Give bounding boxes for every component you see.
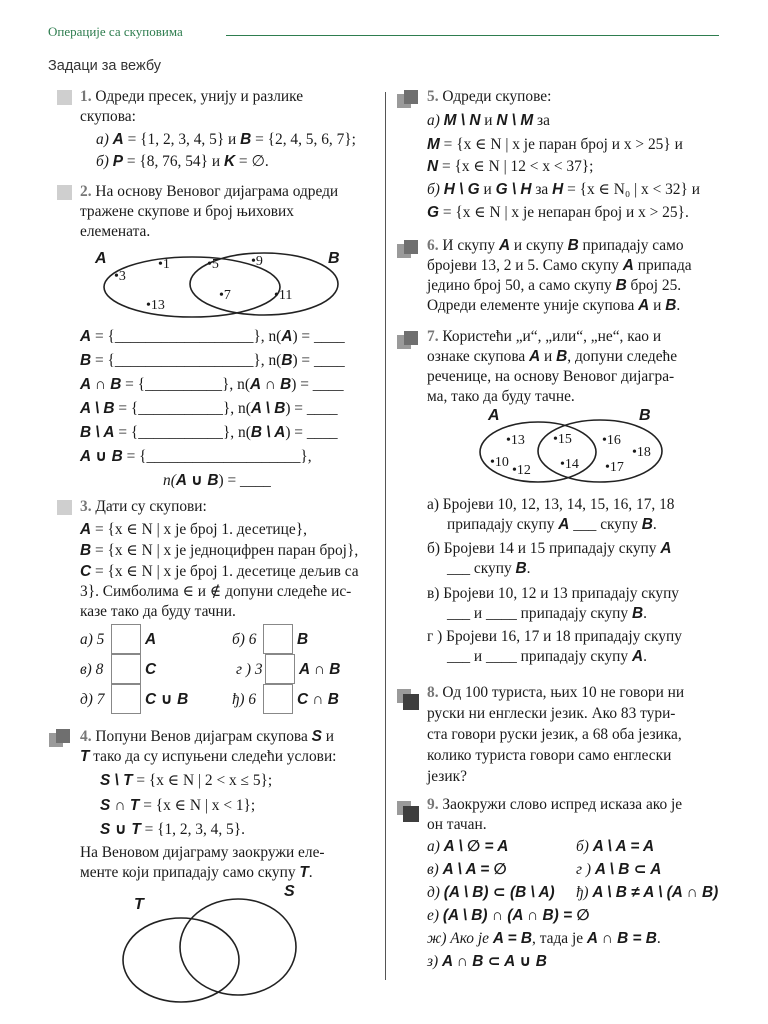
task6-line3: једино број 50, а само скупу B број 25.	[427, 277, 682, 294]
task3-item-set: C ∪ B	[145, 691, 189, 708]
task6-line1: 6. И скупу A и скупу B припадају само	[427, 237, 684, 254]
venn-element: •17	[605, 460, 624, 475]
venn-element: •10	[490, 455, 509, 470]
venn-label-b: B	[328, 250, 340, 267]
venn-set-t	[123, 918, 239, 1002]
venn-element: •7	[219, 288, 231, 303]
venn-label-t: T	[134, 896, 144, 913]
task8-line4: колико туриста говори само енглески	[427, 747, 672, 764]
task3-item-label: г ) 3	[236, 661, 263, 678]
task7-line4: ма, тако да буду тачне.	[427, 388, 575, 405]
task1-line2: скупова:	[80, 108, 136, 125]
venn-element: •16	[602, 433, 621, 448]
venn-element: •3	[114, 269, 126, 284]
task4-line6: На Веновом дијаграму заокружи еле-	[80, 844, 325, 861]
task-marker	[404, 240, 418, 254]
venn-set-s	[180, 899, 296, 995]
task9-statement[interactable]: д) (A \ B) ⊂ (B \ A)	[427, 884, 555, 901]
task7-line2: ознаке скупова A и B, допуни следеће	[427, 348, 678, 365]
task2-answer-3: A ∩ B = {__________}, n(A ∩ B) = ____	[80, 376, 344, 393]
task3-item-label: а) 5	[80, 631, 105, 648]
venn-element: •18	[632, 445, 651, 460]
task9-statement[interactable]: ђ) A \ B ≠ A \ (A ∩ B)	[576, 884, 719, 901]
section-title: Задаци за вежбу	[48, 58, 162, 74]
task5-item-b: б) H \ G и G \ H за H = {x ∈ N₀ | x < 32} и	[427, 181, 700, 198]
answer-box[interactable]	[111, 684, 141, 714]
task3-item-label: б) 6	[232, 631, 257, 648]
task7-sentence-b: б) Бројеви 14 и 15 припадају скупу A	[427, 540, 672, 557]
answer-box[interactable]	[111, 624, 141, 654]
task9-statement[interactable]: е) (A \ B) ∩ (A ∩ B) = ∅	[427, 907, 590, 924]
task3-item-set: A ∩ B	[299, 661, 341, 678]
task7-line1: 7. Користећи „и“, „или“, „не“, као и	[427, 328, 662, 345]
task9-statement[interactable]: з) A ∩ B ⊂ A ∪ B	[427, 953, 547, 970]
task3-set-a: A = {x ∈ N | x је број 1. десетице},	[80, 521, 307, 538]
task8-line3: ста говори руски језик, а 68 оба језика,	[427, 726, 682, 743]
task-marker	[57, 90, 72, 105]
task5-item-a: а) M \ N и N \ M за	[427, 112, 550, 129]
task9-statement[interactable]: в) A \ A = ∅	[427, 861, 507, 878]
venn-element: •15	[553, 432, 572, 447]
task3-item-set: B	[297, 631, 309, 648]
task9-statement[interactable]: б) A \ A = A	[576, 838, 655, 855]
column-divider	[385, 92, 386, 980]
venn-label-a: A	[488, 407, 500, 424]
task8-line2: руски ни енглески језик. Ако 83 тури-	[427, 705, 676, 722]
task2-line2: тражене скупове и број њихових	[80, 203, 294, 220]
venn-label-s: S	[284, 883, 295, 900]
task-marker	[403, 694, 419, 710]
task1-item-b: б) P = {8, 76, 54} и K = ∅.	[96, 153, 269, 170]
answer-box[interactable]	[263, 624, 293, 654]
task5-set-g: G = {x ∈ N | x је непаран број и x > 25}.	[427, 204, 689, 221]
task3-item-label: ђ) 6	[232, 691, 257, 708]
venn-element: •13	[146, 298, 165, 313]
task3-line6: казе тако да буду тачни.	[80, 603, 236, 620]
task7-sentence-b2: ___ скупу B.	[447, 560, 531, 577]
task-marker	[57, 500, 72, 515]
task3-item-label: д) 7	[80, 691, 105, 708]
venn-diagram-task2	[92, 245, 382, 330]
task3-set-c: C = {x ∈ N | x је број 1. десетице дељив са	[80, 563, 359, 580]
task4-line2: T тако да су испуњени следећи услови:	[80, 748, 337, 765]
task7-sentence-a: а) Бројеви 10, 12, 13, 14, 15, 16, 17, 18	[427, 496, 675, 513]
task-marker	[403, 806, 419, 822]
task1-item-a: а) A = {1, 2, 3, 4, 5} и B = {2, 4, 5, 6, 7};	[96, 131, 356, 148]
task7-sentence-c: в) Бројеви 10, 12 и 13 припадају скупу	[427, 585, 680, 602]
venn-label-a: A	[95, 250, 107, 267]
answer-box[interactable]	[263, 684, 293, 714]
venn-element: •12	[512, 463, 531, 478]
task2-answer-4: A \ B = {___________}, n(A \ B) = ____	[80, 400, 338, 417]
task2-line3: елемената.	[80, 223, 151, 240]
task-marker	[404, 331, 418, 345]
task3-item-set: C	[145, 661, 157, 678]
task3-item-set: A	[145, 631, 157, 648]
task2-answer-1: A = {__________________}, n(A) = ____	[80, 328, 345, 345]
venn-diagram-task4	[118, 882, 328, 992]
task3-line5: 3}. Симболима ∈ и ∉ допуни следеће ис-	[80, 583, 352, 600]
task2-line1: 2. На основу Веновог дијаграма одреди	[80, 183, 339, 200]
task2-answer-2: B = {__________________}, n(B) = ____	[80, 352, 345, 369]
answer-box[interactable]	[265, 654, 295, 684]
venn-element: •11	[274, 288, 293, 303]
venn-element: •5	[207, 257, 219, 272]
task7-sentence-d2: ___ и ____ припадају скупу A.	[447, 648, 647, 665]
task-marker	[57, 185, 72, 200]
task-marker	[56, 729, 70, 743]
task4-condition-1: S \ T = {x ∈ N | 2 < x ≤ 5};	[100, 772, 273, 789]
task3-item-label: в) 8	[80, 661, 104, 678]
task4-line1: 4. Попуни Венов дијаграм скупова S и	[80, 728, 335, 745]
task8-line5: језик?	[427, 768, 467, 785]
task4-line7: менте који припадају само скупу T.	[80, 864, 313, 881]
venn-element: •14	[560, 457, 579, 472]
task2-answer-6: A ∪ B = {____________________},	[80, 448, 312, 465]
task9-line1: 9. Заокружи слово испред исказа ако је	[427, 796, 683, 813]
task1-line1: 1. Одреди пресек, унију и разлике	[80, 88, 304, 105]
task3-item-set: C ∩ B	[297, 691, 339, 708]
task4-condition-3: S ∪ T = {1, 2, 3, 4, 5}.	[100, 821, 245, 838]
task8-line1: 8. Од 100 туриста, њих 10 не говори ни	[427, 684, 685, 701]
task4-condition-2: S ∩ T = {x ∈ N | x < 1};	[100, 797, 256, 814]
venn-element: •1	[158, 257, 170, 272]
task9-statement[interactable]: а) A \ ∅ = A	[427, 838, 509, 855]
task3-set-b: B = {x ∈ N | x је једноцифрен паран број},	[80, 542, 359, 559]
task5-set-m: M = {x ∈ N | x је паран број и x > 25} и	[427, 136, 683, 153]
task-marker	[404, 90, 418, 104]
task2-answer-7: n(A ∪ B) = ____	[163, 472, 271, 489]
task3-line1: 3. Дати су скупови:	[80, 498, 207, 515]
task5-set-n: N = {x ∈ N | 12 < x < 37};	[427, 158, 594, 175]
venn-label-b: B	[639, 407, 651, 424]
answer-box[interactable]	[111, 654, 141, 684]
task7-sentence-d: г ) Бројеви 16, 17 и 18 припадају скупу	[427, 628, 682, 645]
venn-diagram-task7	[478, 404, 678, 489]
task7-sentence-a2: припадају скупу A ___ скупу B.	[447, 516, 657, 533]
task7-line3: реченице, на основу Веновог дијагра-	[427, 368, 675, 385]
venn-element: •9	[251, 254, 263, 269]
venn-element: •13	[506, 433, 525, 448]
task5-line1: 5. Одреди скупове:	[427, 88, 552, 105]
task7-sentence-c2: ___ и ____ припадају скупу B.	[447, 605, 647, 622]
chapter-title: Операције са скуповима	[48, 24, 183, 39]
task9-statement[interactable]: ж) Ако је A = B, тада је A ∩ B = B.	[427, 930, 661, 947]
task2-answer-5: B \ A = {___________}, n(B \ A) = ____	[80, 424, 338, 441]
task9-line2: он тачан.	[427, 816, 487, 833]
header-rule	[226, 35, 719, 36]
task9-statement[interactable]: г ) A \ B ⊂ A	[576, 861, 662, 878]
task6-line4: Одреди елементе уније скупова A и B.	[427, 297, 681, 314]
task6-line2: бројеви 13, 2 и 5. Само скупу A припада	[427, 257, 692, 274]
